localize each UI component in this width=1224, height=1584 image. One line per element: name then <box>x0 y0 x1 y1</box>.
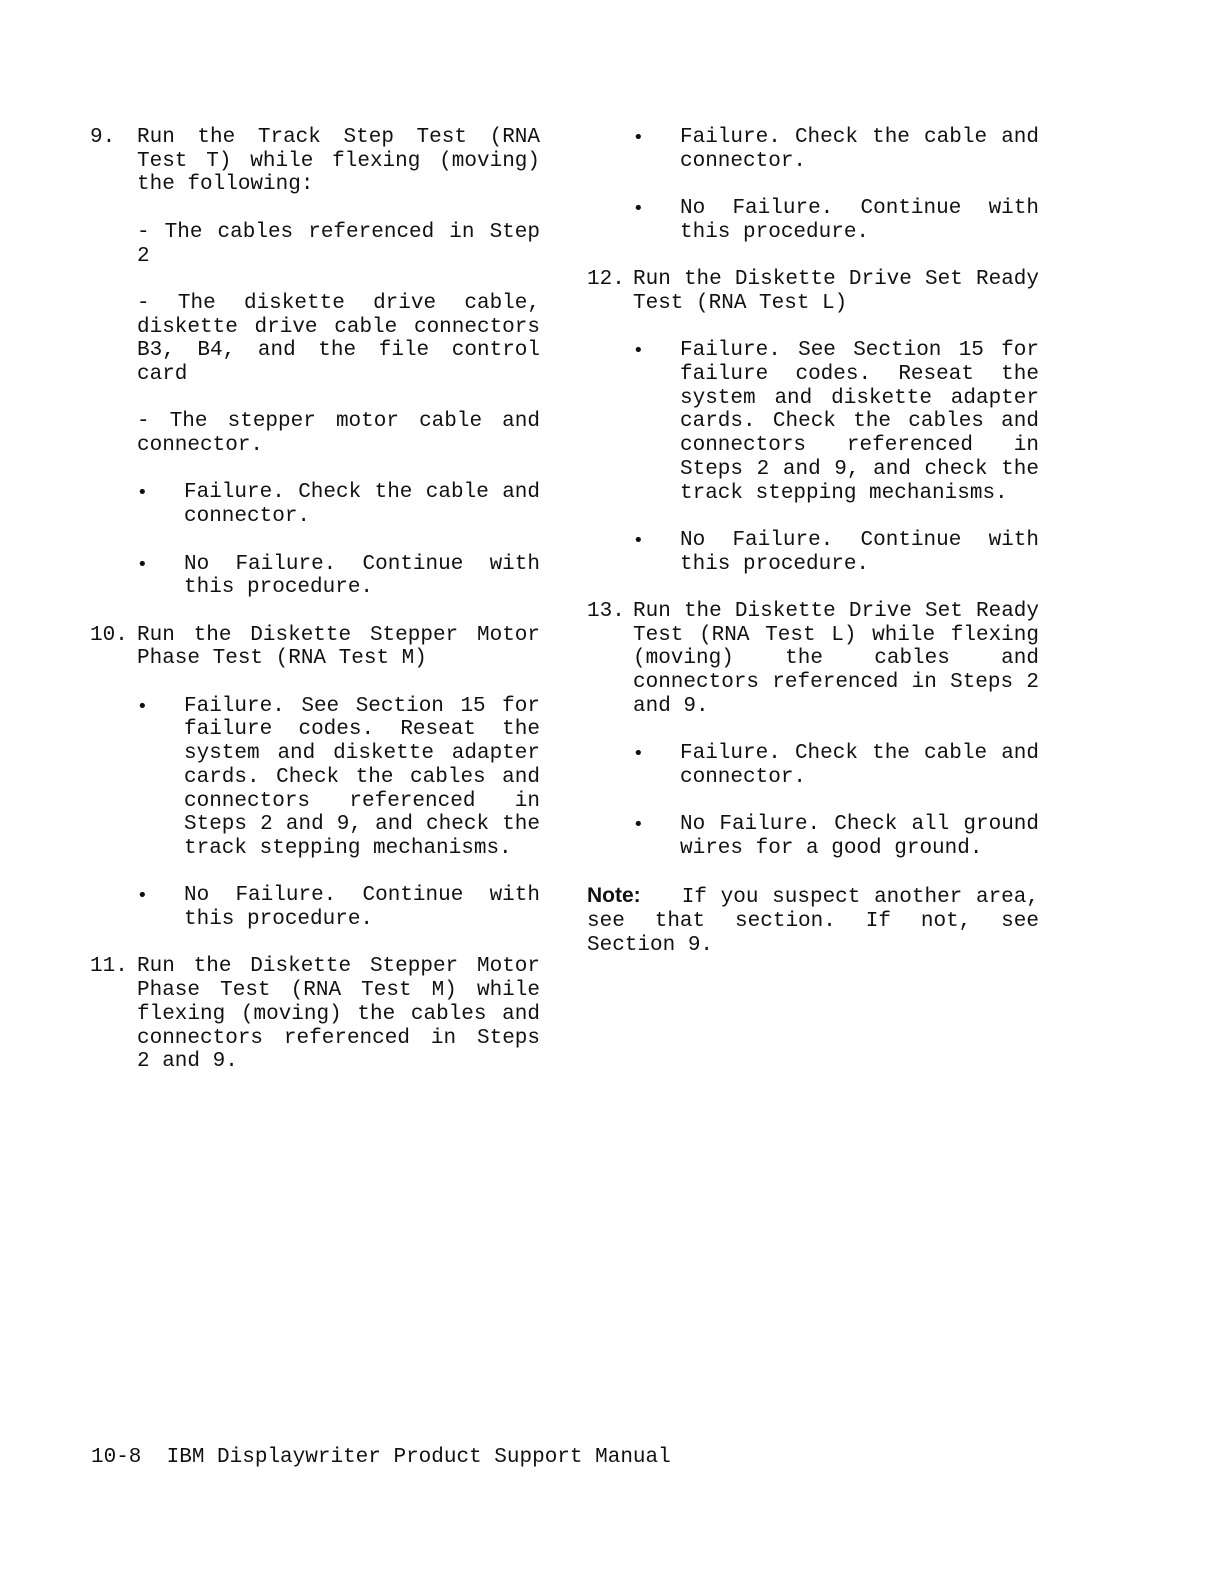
step-11 <box>90 955 540 1074</box>
bullet-text: No Failure. Continue with this procedure. <box>680 197 1039 244</box>
bullet-text: No Failure. Continue with this procedure. <box>184 884 540 932</box>
bullet-icon: • <box>633 814 644 836</box>
step-text: Run the Diskette Drive Set Ready Test (RNA Test L) while flexing (moving) the cables and connectors referenced in Steps 2 and 9. <box>633 599 1039 718</box>
bullet-icon: • <box>633 743 644 765</box>
bullet-icon: • <box>137 482 148 504</box>
step-text: Run the Diskette Drive Set Ready Test (RNA Test L) <box>633 268 1039 315</box>
right-column <box>587 126 1039 957</box>
bullet-icon: • <box>137 695 148 717</box>
bullet-text: No Failure. Continue with this procedure. <box>184 552 540 600</box>
step-11-continued <box>587 126 1039 245</box>
manual-title: IBM Displaywriter Product Support Manual <box>166 1446 671 1469</box>
bullet-item <box>633 126 1039 173</box>
step-9 <box>90 126 540 600</box>
bullet-item <box>633 339 1039 505</box>
step-sub-item: - The diskette drive cable, diskette drive cable connectors B3, B4, and the file control card <box>137 291 540 386</box>
step-sub-item: - The cables referenced in Step 2 <box>137 220 540 268</box>
bullet-text: Failure. See Section 15 for failure codes. Reseat the system and diskette adapter cards. Check the cables and connectors referenced in Steps 2 and 9, and check the track stepping mechanisms. <box>680 339 1039 505</box>
bullet-icon: • <box>633 127 644 148</box>
step-12 <box>587 268 1039 576</box>
bullet-item <box>633 529 1039 576</box>
bullet-icon: • <box>137 885 148 907</box>
step-number: 11. <box>90 955 128 979</box>
step-number: 13. <box>587 599 625 623</box>
page-number: 10-8 <box>91 1446 142 1469</box>
bullet-item <box>137 695 540 861</box>
bullet-text: Failure. Check the cable and connector. <box>184 481 540 529</box>
left-column <box>90 126 540 1074</box>
bullet-text: Failure. See Section 15 for failure codes. Reseat the system and diskette adapter cards. Check the cables and connectors referenced in Steps 2 and 9, and check the track stepping mechanisms. <box>184 694 540 860</box>
bullet-item <box>633 813 1039 860</box>
step-10 <box>90 624 540 932</box>
bullet-icon: • <box>633 340 644 362</box>
bullet-text: No Failure. Check all ground wires for a good ground. <box>680 813 1039 860</box>
step-number: 12. <box>587 268 625 292</box>
step-text: Run the Diskette Stepper Motor Phase Test (RNA Test M) while flexing (moving) the cables and connectors referenced in Steps 2 and 9. <box>137 955 540 1074</box>
bullet-item <box>633 197 1039 244</box>
note-text: If you suspect another area, see that section. If not, see Section 9. <box>587 886 1039 957</box>
bullet-icon: • <box>137 553 148 575</box>
bullet-item <box>633 742 1039 789</box>
bullet-icon: • <box>633 198 644 220</box>
bullet-item <box>137 481 540 528</box>
step-number: 10. <box>90 623 128 647</box>
step-13 <box>587 600 1039 861</box>
step-text: Run the Track Step Test (RNA Test T) while flexing (moving) the following: <box>137 126 540 197</box>
bullet-icon: • <box>633 529 644 551</box>
bullet-text: Failure. Check the cable and connector. <box>680 742 1039 789</box>
note-spacer <box>654 886 681 909</box>
step-number: 9. <box>90 126 116 149</box>
bullet-item <box>137 553 540 600</box>
page-footer <box>91 1446 671 1470</box>
bullet-text: Failure. Check the cable and connector. <box>680 126 1039 173</box>
note <box>587 884 1039 957</box>
step-sub-item: - The stepper motor cable and connector. <box>137 410 540 458</box>
step-text: Run the Diskette Stepper Motor Phase Test (RNA Test M) <box>137 623 540 671</box>
bullet-item <box>137 884 540 931</box>
note-label: Note: <box>587 884 641 908</box>
bullet-text: No Failure. Continue with this procedure. <box>680 528 1039 576</box>
